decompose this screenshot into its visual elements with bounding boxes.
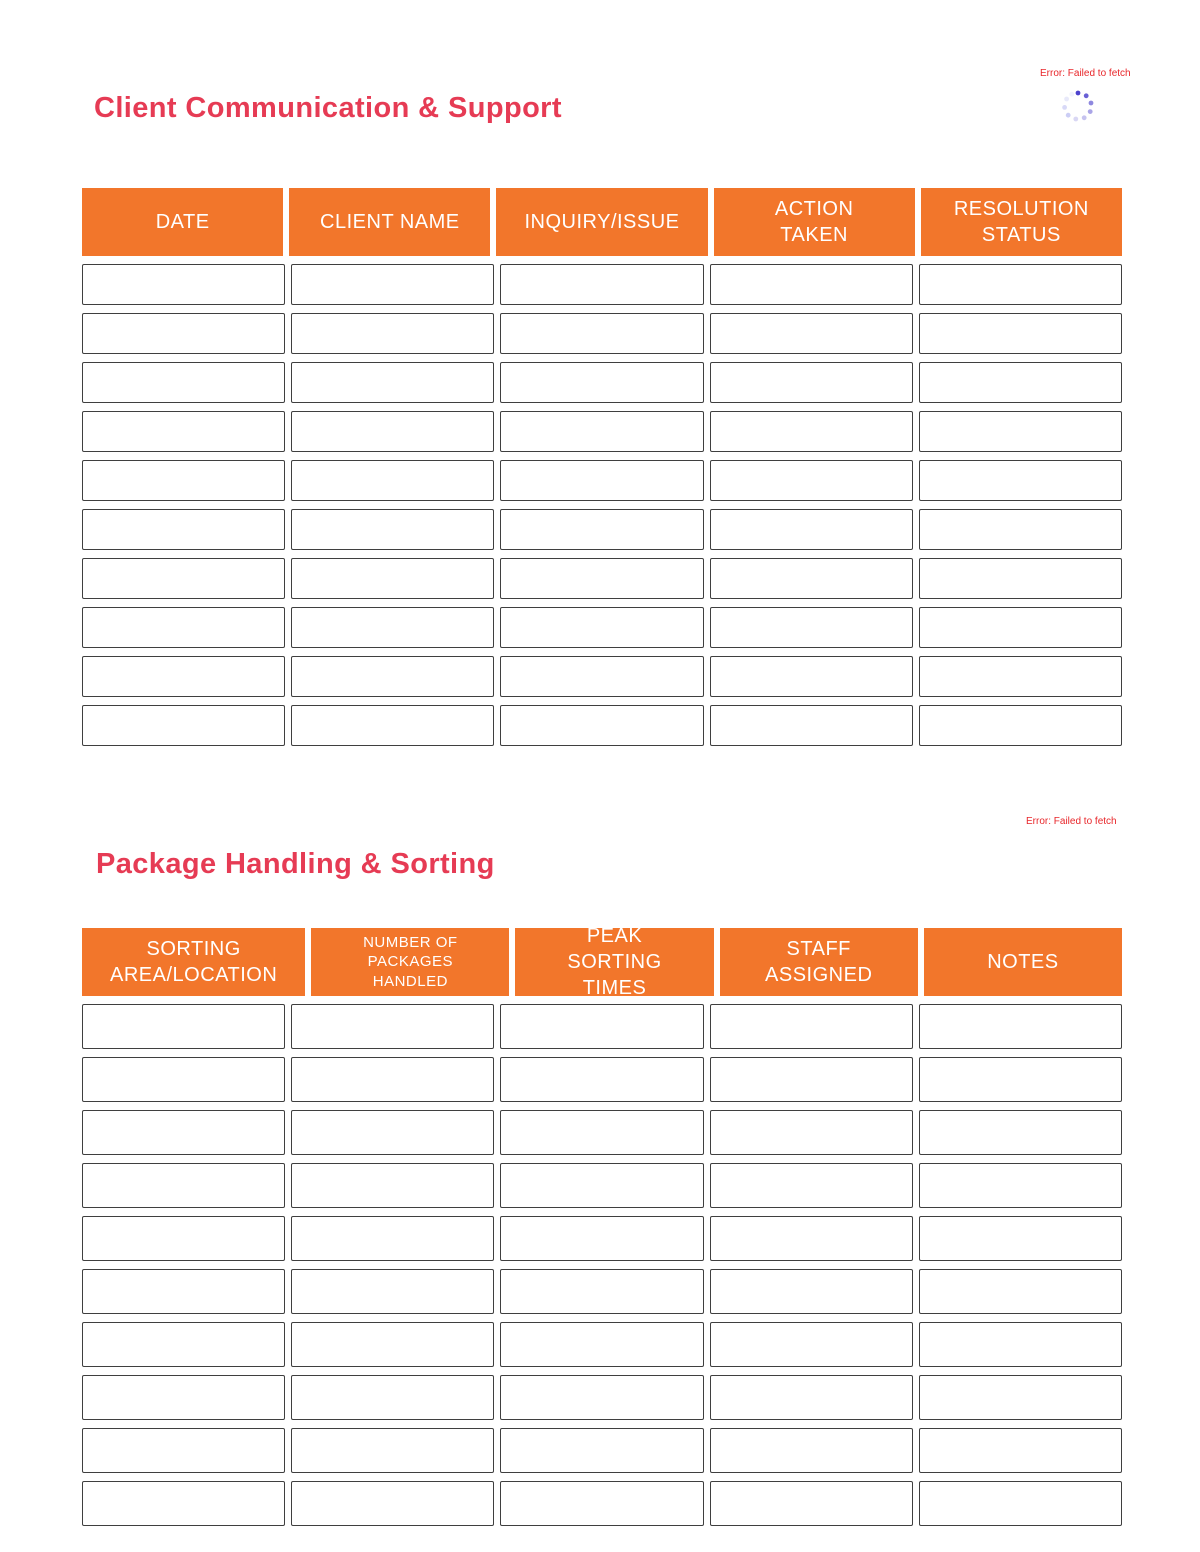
table-cell	[710, 705, 913, 746]
column-header-action-taken: ACTION TAKEN	[714, 188, 915, 256]
table-cell	[500, 1428, 703, 1473]
table-cell	[919, 460, 1122, 501]
table-cell	[82, 1428, 285, 1473]
table-cell	[82, 1057, 285, 1102]
table-cell	[919, 1004, 1122, 1049]
table-cell	[710, 411, 913, 452]
table-cell	[500, 1110, 703, 1155]
table-cell	[919, 1481, 1122, 1526]
table-header-row	[82, 925, 1122, 999]
column-header-sorting-area: SORTING AREA/LOCATION	[82, 928, 305, 996]
table-cell	[500, 1375, 703, 1420]
table-cell	[291, 411, 494, 452]
table-cell	[291, 1163, 494, 1208]
table-cell	[82, 558, 285, 599]
table-cell	[82, 1322, 285, 1367]
table-cell	[82, 1269, 285, 1314]
fetch-error-message: Error: Failed to fetch	[1026, 816, 1117, 827]
table-cell	[291, 705, 494, 746]
table-cell	[919, 656, 1122, 697]
table-cell	[291, 362, 494, 403]
table-cell	[82, 264, 285, 305]
table-cell	[919, 558, 1122, 599]
table-cell	[500, 607, 703, 648]
fetch-error-message: Error: Failed to fetch	[1040, 68, 1131, 79]
table-cell	[291, 607, 494, 648]
table-cell	[919, 1163, 1122, 1208]
table-cell	[291, 1481, 494, 1526]
table-cell	[82, 313, 285, 354]
table-cell	[710, 1057, 913, 1102]
table-cell	[82, 1110, 285, 1155]
table-cell	[291, 1216, 494, 1261]
table-cell	[500, 558, 703, 599]
table-cell	[919, 1428, 1122, 1473]
table-cell	[710, 460, 913, 501]
section-title-package-handling: Package Handling & Sorting	[96, 848, 495, 880]
table-cell	[500, 1269, 703, 1314]
table-cell	[919, 509, 1122, 550]
table-cell	[82, 509, 285, 550]
table-cell	[919, 1375, 1122, 1420]
table-cell	[500, 1481, 703, 1526]
table-cell	[710, 1428, 913, 1473]
table-cell	[291, 460, 494, 501]
table-cell	[500, 362, 703, 403]
table-cell	[291, 1110, 494, 1155]
table-cell	[82, 1375, 285, 1420]
table-cell	[291, 313, 494, 354]
table-cell	[710, 656, 913, 697]
table-cell	[500, 509, 703, 550]
table-cell	[919, 1110, 1122, 1155]
table-body	[82, 264, 1122, 746]
column-header-packages-handled: NUMBER OF PACKAGES HANDLED	[311, 928, 509, 996]
section-title-client-communication: Client Communication & Support	[94, 92, 562, 124]
package-handling-table	[82, 925, 1122, 1526]
table-cell	[500, 313, 703, 354]
table-cell	[710, 1004, 913, 1049]
table-cell	[710, 362, 913, 403]
table-body	[82, 1004, 1122, 1526]
table-cell	[500, 705, 703, 746]
table-cell	[710, 264, 913, 305]
table-cell	[291, 1428, 494, 1473]
table-cell	[919, 607, 1122, 648]
table-cell	[291, 1269, 494, 1314]
table-cell	[82, 1216, 285, 1261]
table-cell	[710, 313, 913, 354]
table-cell	[500, 1057, 703, 1102]
table-cell	[710, 1216, 913, 1261]
table-cell	[919, 411, 1122, 452]
column-header-notes: NOTES	[924, 928, 1122, 996]
table-cell	[500, 264, 703, 305]
table-cell	[291, 509, 494, 550]
table-cell	[500, 656, 703, 697]
table-cell	[291, 264, 494, 305]
table-cell	[82, 1004, 285, 1049]
table-cell	[82, 607, 285, 648]
column-header-inquiry-issue: INQUIRY/ISSUE	[496, 188, 707, 256]
table-cell	[291, 558, 494, 599]
table-cell	[500, 1163, 703, 1208]
table-cell	[919, 1216, 1122, 1261]
table-cell	[710, 1322, 913, 1367]
table-cell	[500, 1216, 703, 1261]
table-cell	[919, 313, 1122, 354]
table-cell	[710, 558, 913, 599]
column-header-resolution-status: RESOLUTION STATUS	[921, 188, 1122, 256]
table-cell	[919, 264, 1122, 305]
column-header-peak-sorting-times: PEAK SORTING TIMES	[515, 928, 713, 996]
table-cell	[82, 411, 285, 452]
table-cell	[500, 460, 703, 501]
table-header-row	[82, 188, 1122, 256]
table-cell	[291, 1057, 494, 1102]
column-header-date: DATE	[82, 188, 283, 256]
table-cell	[291, 1375, 494, 1420]
table-cell	[710, 1110, 913, 1155]
loading-spinner-icon	[1058, 86, 1098, 126]
table-cell	[82, 362, 285, 403]
table-cell	[919, 1057, 1122, 1102]
table-cell	[710, 1481, 913, 1526]
table-cell	[82, 1163, 285, 1208]
table-cell	[500, 411, 703, 452]
table-cell	[82, 656, 285, 697]
table-cell	[919, 1269, 1122, 1314]
table-cell	[291, 1322, 494, 1367]
table-cell	[710, 509, 913, 550]
table-cell	[710, 1375, 913, 1420]
column-header-staff-assigned: STAFF ASSIGNED	[720, 928, 918, 996]
table-cell	[919, 1322, 1122, 1367]
table-cell	[82, 705, 285, 746]
table-cell	[710, 1163, 913, 1208]
client-communication-table	[82, 188, 1122, 746]
table-cell	[82, 460, 285, 501]
table-cell	[500, 1004, 703, 1049]
column-header-client-name: CLIENT NAME	[289, 188, 490, 256]
table-cell	[82, 1481, 285, 1526]
table-cell	[710, 607, 913, 648]
table-cell	[291, 656, 494, 697]
table-cell	[500, 1322, 703, 1367]
table-cell	[291, 1004, 494, 1049]
table-cell	[919, 362, 1122, 403]
table-cell	[710, 1269, 913, 1314]
table-cell	[919, 705, 1122, 746]
